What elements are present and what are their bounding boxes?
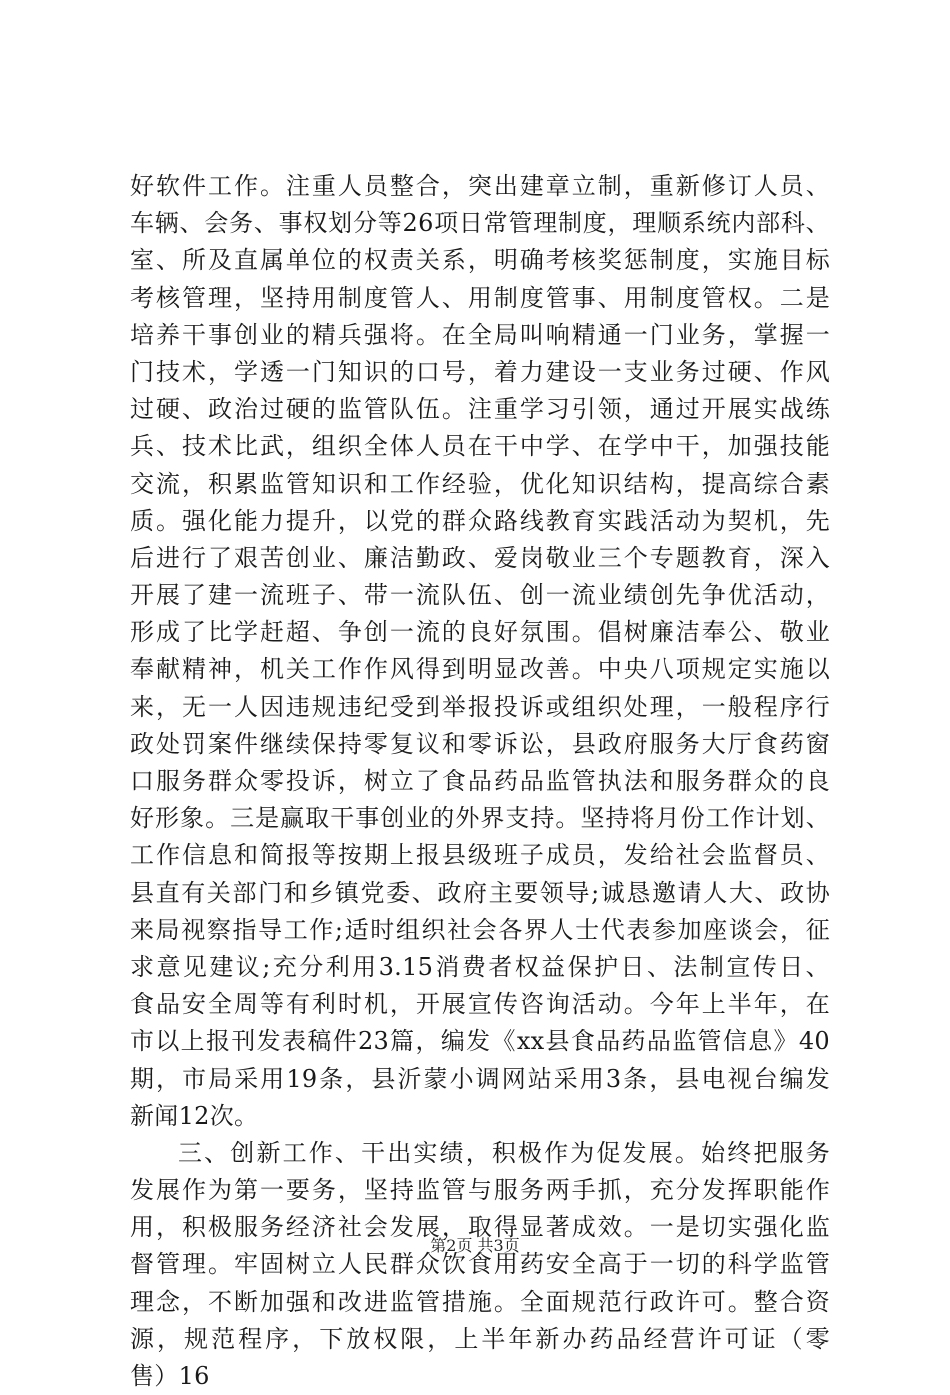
text-line: 督管理。牢固树立人民群众饮食用药安全高于一切的科学监管 (130, 1250, 830, 1279)
text-line: 培养干事创业的精兵强将。在全局叫响精通一门业务，掌握一 (130, 320, 830, 349)
text-line: 食品安全周等有利时机，开展宣传咨询活动。今年上半年，在 (130, 990, 830, 1019)
text-line: 质。强化能力提升，以党的群众路线教育实践活动为契机，先 (130, 506, 830, 535)
text-line: 源，规范程序，下放权限，上半年新办药品经营许可证（零 (130, 1324, 830, 1353)
text-line: 形成了比学赶超、争创一流的良好氛围。倡树廉洁奉公、敬业 (130, 618, 830, 647)
text-line: 好形象。三是赢取干事创业的外界支持。坚持将月份工作计划、 (130, 804, 830, 833)
text-line: 期，市局采用19条，县沂蒙小调网站采用3条，县电视台编发 (130, 1064, 830, 1093)
text-line: 考核管理，坚持用制度管人、用制度管事、用制度管权。二是 (130, 283, 830, 312)
text-line: 室、所及直属单位的权责关系，明确考核奖惩制度，实施目标 (130, 246, 830, 275)
text-line: 过硬、政治过硬的监管队伍。注重学习引领，通过开展实战练 (130, 395, 830, 424)
body-text (130, 168, 830, 1395)
text-line: 政处罚案件继续保持零复议和零诉讼，县政府服务大厅食药窗 (130, 729, 830, 758)
text-line: 兵、技术比武，组织全体人员在干中学、在学中干，加强技能 (130, 432, 830, 461)
text-line: 发展作为第一要务，坚持监管与服务两手抓，充分发挥职能作 (130, 1176, 830, 1205)
text-line: 好软件工作。注重人员整合，突出建章立制，重新修订人员、 (130, 172, 830, 200)
text-line: 用，积极服务经济社会发展，取得显著成效。一是切实强化监 (130, 1213, 830, 1242)
text-line: 理念，不断加强和改进监管措施。全面规范行政许可。整合资 (130, 1287, 830, 1316)
text-line: 市以上报刊发表稿件23篇，编发《xx县食品药品监管信息》40 (130, 1027, 830, 1056)
text-line: 工作信息和简报等按期上报县级班子成员，发给社会监督员、 (130, 841, 830, 870)
text-line: 门技术，学透一门知识的口号，着力建设一支业务过硬、作风 (130, 357, 830, 386)
text-line: 开展了建一流班子、带一流队伍、创一流业绩创先争优活动， (130, 581, 830, 610)
text-line: 车辆、会务、事权划分等26项日常管理制度，理顺系统内部科、 (130, 209, 830, 238)
text-line: 县直有关部门和乡镇党委、政府主要领导;诚恳邀请人大、政协 (130, 878, 830, 907)
page-footer: 第2页 共3页 (430, 1236, 520, 1255)
text-line: 来局视察指导工作;适时组织社会各界人士代表参加座谈会，征 (130, 915, 830, 944)
text-line: 后进行了艰苦创业、廉洁勤政、爱岗敬业三个专题教育，深入 (130, 543, 830, 572)
text-line: 新闻12次。 (130, 1101, 259, 1130)
text-line: 求意见建议;充分利用3.15消费者权益保护日、法制宣传日、 (130, 952, 830, 981)
text-line: 售）16 (130, 1362, 210, 1390)
text-line: 三、创新工作、干出实绩，积极作为促发展。始终把服务 (178, 1138, 830, 1167)
text-line: 口服务群众零投诉，树立了食品药品监管执法和服务群众的良 (130, 767, 830, 795)
text-line: 来，无一人因违规违纪受到举报投诉或组织处理，一般程序行 (130, 692, 830, 721)
text-line: 奉献精神，机关工作作风得到明显改善。中央八项规定实施以 (130, 655, 830, 684)
text-line: 交流，积累监管知识和工作经验，优化知识结构，提高综合素 (130, 469, 830, 498)
